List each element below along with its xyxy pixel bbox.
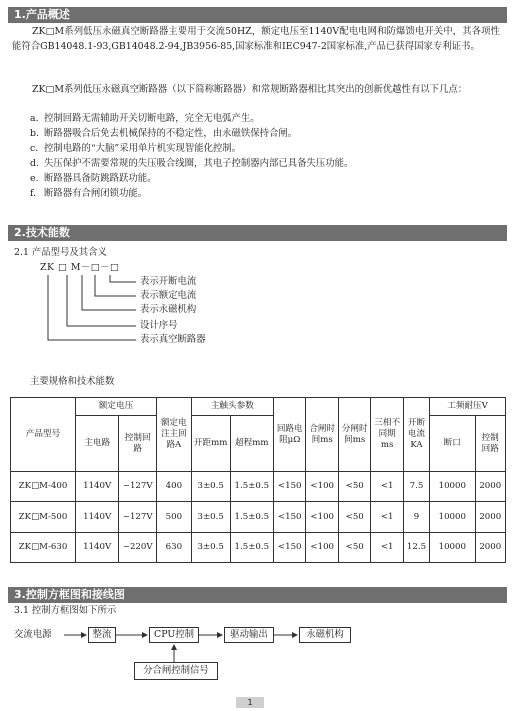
table-cell: 1.5±0.5: [230, 502, 273, 533]
model-label-design: 设计序号: [140, 320, 178, 331]
table-cell: ~127V: [119, 472, 157, 502]
table-cell: 400: [157, 472, 192, 502]
table-cell: 1.5±0.5: [230, 533, 273, 563]
table-caption: 主要规格和技术能数: [30, 376, 115, 387]
flow-box-signal: 分合闸控制信号: [134, 662, 218, 680]
table-cell: ZK□M-500: [11, 502, 76, 533]
table-cell: 2000: [475, 502, 505, 533]
spec-table: [10, 397, 506, 563]
table-cell: <50: [338, 502, 370, 533]
table-cell: <50: [338, 472, 370, 502]
th-main-circuit: 主电路: [75, 416, 118, 472]
th-closing-time: 合闸时间ms: [306, 398, 338, 472]
table-cell: 1140V: [75, 502, 118, 533]
table-cell: 1140V: [75, 472, 118, 502]
section-header-control-diagram: 3.控制方框图和接线图: [8, 587, 507, 603]
th-control-circuit-v: 控制回路: [475, 416, 505, 472]
model-code: ZK □ M－□－□: [40, 262, 120, 273]
list-item: e. 断路器具备防跳路跃功能。: [30, 173, 157, 184]
th-opening-time: 分闸时间ms: [338, 398, 370, 472]
list-item: d. 失压保护不需要常规的失压吸合线圈，其电子控制器内部已具备失压功能。: [30, 158, 354, 169]
table-cell: <1: [371, 472, 403, 502]
table-cell: 3±0.5: [191, 502, 230, 533]
table-cell: <100: [306, 533, 338, 563]
th-circuit-resistance: 回路电阻μΩ: [273, 398, 305, 472]
flow-box-magnet: 永磁机构: [299, 627, 351, 643]
th-rated-voltage: 额定电压: [75, 398, 156, 416]
table-cell: <1: [371, 533, 403, 563]
table-cell: ZK□M-400: [11, 472, 76, 502]
flow-box-drive: 驱动输出: [224, 627, 274, 643]
table-cell: 3±0.5: [191, 533, 230, 563]
flow-box-cpu: CPU控制: [149, 627, 199, 643]
page-number: 1: [236, 697, 264, 708]
table-row: [11, 533, 506, 563]
table-cell: <150: [273, 533, 305, 563]
table-cell: 2000: [475, 472, 505, 502]
th-contact-params: 主触头参数: [191, 398, 273, 416]
table-cell: ZK□M-630: [11, 533, 76, 563]
flow-diagram-arrows: [0, 600, 515, 690]
th-breaking-current: 开断电流KA: [403, 398, 429, 472]
list-item: b. 断路器吸合后免去机械保持的不稳定性，由永磁铁保持合闸。: [30, 128, 298, 139]
table-cell: 10000: [430, 502, 475, 533]
list-item: f. 断路器有合闸闭锁功能。: [30, 188, 148, 199]
table-cell: 1140V: [75, 533, 118, 563]
section-header-tech-params: 2.技术能数: [8, 225, 507, 241]
table-cell: 12.5: [403, 533, 429, 563]
table-cell: ~127V: [119, 502, 157, 533]
model-heading: 2.1 产品型号及其含义: [14, 247, 107, 258]
table-cell: <150: [273, 502, 305, 533]
model-label-magnet: 表示永磁机构: [140, 304, 197, 315]
model-label-breaking: 表示开断电流: [140, 276, 197, 287]
th-withstand: 工频耐压V: [430, 398, 506, 416]
table-cell: <100: [306, 472, 338, 502]
table-cell: 630: [157, 533, 192, 563]
flow-heading: 3.1 控制方框图如下所示: [14, 605, 117, 616]
flow-source-label: 交流电源: [14, 629, 52, 640]
th-three-phase: 三相不同期ms: [371, 398, 403, 472]
table-cell: 1.5±0.5: [230, 472, 273, 502]
intro-paragraph-1: ZK□M系列低压永磁真空断路器主要用于交流50HZ，额定电压至1140V配电电网和防爆馈电开关中，其各项性能符合GB14048.1-93,GB14048.2-94,JB3956-85,国家标准和IEC947-2国家标准,产品已获得国家专利证书。: [12, 26, 500, 52]
table-cell: 10000: [430, 533, 475, 563]
section-header-overview: 1.产品概述: [8, 7, 507, 23]
flow-box-rectifier: 整流: [88, 627, 116, 643]
table-cell: 500: [157, 502, 192, 533]
table-cell: <50: [338, 533, 370, 563]
list-item: a. 控制回路无需辅助开关切断电路，完全无电弧产生。: [30, 113, 260, 124]
intro-paragraph-2: ZK□M系列低压永磁真空断路器（以下简称断路器）和常规断路器相比其突出的创新优越性有以下几点：: [32, 84, 468, 95]
table-row: [11, 502, 506, 533]
th-rated-current: 额定电注主回路A: [157, 398, 192, 472]
model-label-vacuum: 表示真空断路器: [140, 334, 206, 345]
table-cell: <150: [273, 472, 305, 502]
table-cell: 10000: [430, 472, 475, 502]
table-cell: ~220V: [119, 533, 157, 563]
table-cell: 2000: [475, 533, 505, 563]
table-row: [11, 472, 506, 502]
th-opening-distance: 开距mm: [191, 416, 230, 472]
th-overtravel: 超程mm: [230, 416, 273, 472]
table-cell: 3±0.5: [191, 472, 230, 502]
table-cell: <100: [306, 502, 338, 533]
table-cell: 7.5: [403, 472, 429, 502]
th-model: 产品型号: [11, 398, 76, 472]
th-break-port: 断口: [430, 416, 475, 472]
table-cell: <1: [371, 502, 403, 533]
th-control-circuit: 控制回路: [119, 416, 157, 472]
list-item: c. 控制电路的“大脑”采用单片机实现智能化控制。: [30, 143, 242, 154]
table-cell: 9: [403, 502, 429, 533]
model-label-rated: 表示额定电流: [140, 290, 197, 301]
